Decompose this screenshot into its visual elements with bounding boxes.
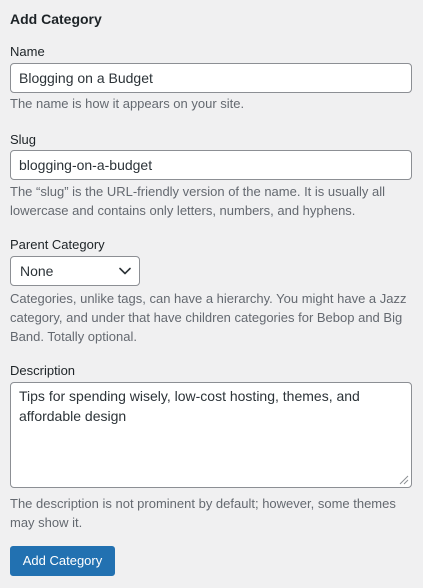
name-help-text: The name is how it appears on your site.	[10, 96, 245, 111]
slug-help-text: The “slug” is the URL-friendly version of the name. It is usually all lowercase and contains only letters, numbers, and hyphens.	[10, 184, 385, 218]
add-category-button[interactable]: Add Category	[10, 546, 115, 576]
name-input[interactable]	[10, 63, 412, 93]
description-help-text: The description is not prominent by default; however, some themes may show it.	[10, 496, 396, 530]
slug-input[interactable]	[10, 150, 412, 180]
description-textarea[interactable]	[10, 382, 412, 488]
description-label: Description	[10, 363, 76, 378]
form-title: Add Category	[10, 11, 102, 27]
name-label: Name	[10, 44, 45, 59]
chevron-down-icon	[118, 264, 132, 278]
slug-label: Slug	[10, 132, 37, 147]
resize-handle-icon[interactable]	[399, 475, 409, 485]
parent-category-selected-value: None	[20, 263, 54, 279]
parent-category-label: Parent Category	[10, 237, 105, 252]
parent-category-select[interactable]	[10, 256, 140, 286]
parent-category-help-text: Categories, unlike tags, can have a hierarchy. You might have a Jazz category, and under that have children categories for Bebop and Big Band. Totally optional.	[10, 291, 407, 344]
